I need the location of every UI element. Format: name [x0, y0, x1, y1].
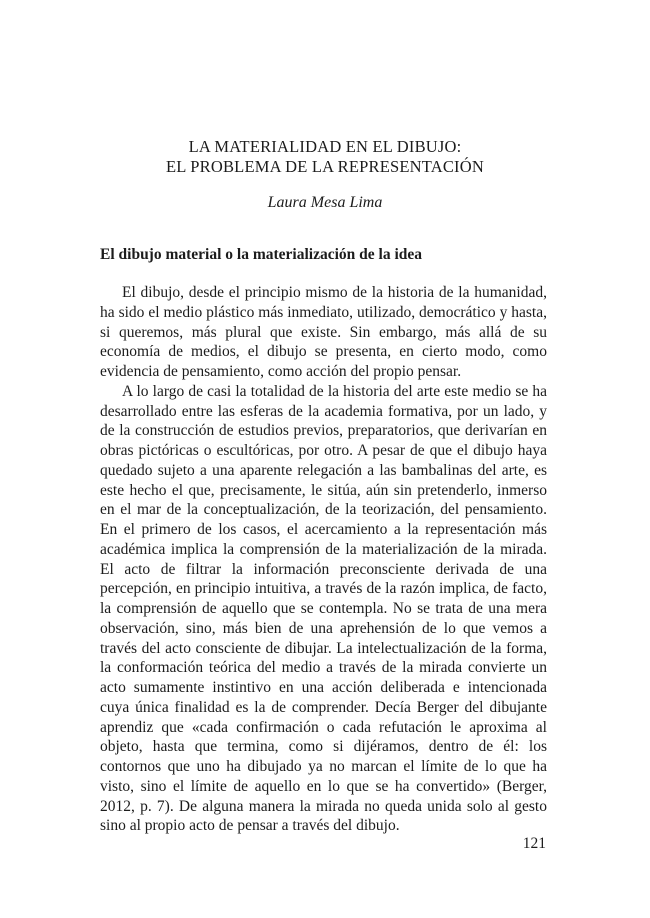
author-name: Laura Mesa Lima [267, 194, 383, 211]
chapter-title-line-1: LA MATERIALIDAD EN EL DIBUJO: [188, 137, 462, 156]
section-heading: El dibujo material o la materialización de la idea [100, 246, 423, 263]
page-number: 121 [522, 835, 546, 852]
paragraph-1: El dibujo, desde el principio mismo de la historia de la humanidad, ha sido el medio plástico más inmediato, utilizado, democrático y hasta, si queremos, más plural que existe. Sin embargo, más allá de su economía de medios, el dibujo se presenta, en cierto modo, como evidencia de pensamiento, como acción del propio pensar. [100, 284, 547, 380]
body-text [100, 283, 547, 836]
paragraph-2: A lo largo de casi la totalidad de la historia del arte este medio se ha desarrollado entre las esferas de la academia formativa, por un lado, y de la construcción de estudios previos, preparatorios, que derivarían en obras pictóricas o escultóricas, por otro. A pesar de que el dibujo haya quedado sujeto a una aparente relegación a las bambalinas del arte, es este hecho el que, precisamente, le sitúa, aún sin pretenderlo, inmerso en el mar de la conceptualización, de la teorización, del pensamiento. En el primero de los casos, el acercamiento a la representación más académica implica la comprensión de la materialización de la mirada. El acto de filtrar la información preconsciente derivada de una percepción, en principio intuitiva, a través de la razón implica, de facto, la comprensión de aquello que se contempla. No se trata de una mera observación, sino, más bien de una aprehensión de lo que vemos a través del acto consciente de dibujar. La intelectualización de la forma, la conformación teórica del medio a través de la mirada convierte un acto sumamente instintivo en una acción deliberada e intencionada cuya única finalidad es la de comprender. Decía Berger del dibujante aprendiz que «cada confirmación o cada refutación le aproxima al objeto, hasta que termina, como si dijéramos, dentro de él: los contornos que uno ha dibujado ya no marcan el límite de lo que ha visto, sino el límite de aquello en lo que se ha convertido» (Berger, 2012, p. 7). De alguna manera la mirada no queda unida solo al gesto sino al propio acto de pensar a través del dibujo. [100, 382, 547, 835]
chapter-title-line-2: EL PROBLEMA DE LA REPRESENTACIÓN [166, 157, 484, 176]
